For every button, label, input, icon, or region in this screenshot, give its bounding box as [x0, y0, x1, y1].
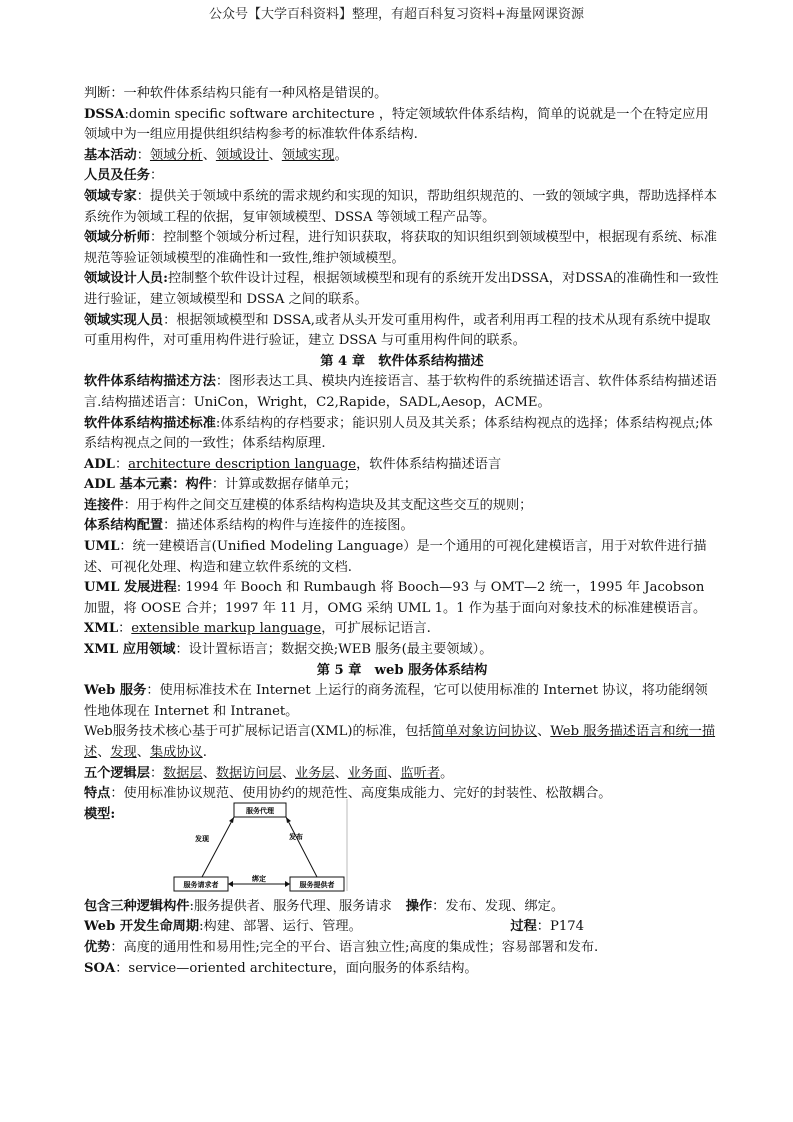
- adl-definition: [84, 455, 720, 476]
- web-core-discovery[interactable]: 发现: [110, 745, 137, 760]
- web-core-integration[interactable]: 集成协议: [149, 745, 203, 760]
- xml-applications: [84, 640, 720, 661]
- web-service-term: Web 服务: [84, 683, 147, 699]
- layer-listener[interactable]: 监听者: [400, 765, 441, 781]
- process-text: ：P174: [536, 919, 584, 935]
- find-arrowhead: [229, 817, 234, 823]
- web-core-prefix: Web服务技术核心基于可扩展标记语言(XML)的标准，包括: [84, 724, 432, 740]
- domain-implementer: [84, 311, 720, 352]
- description-methods: [84, 372, 720, 413]
- separator: 、: [387, 765, 401, 781]
- domain-expert: [84, 187, 720, 228]
- connector-term: 连接件: [84, 497, 124, 513]
- basic-activities: [84, 146, 720, 167]
- lifecycle-process: [84, 917, 720, 938]
- bind-arrowhead-right: [285, 881, 290, 887]
- lifecycle-group: [84, 917, 362, 938]
- dssa-definition: [84, 105, 720, 146]
- process-term: 过程: [510, 919, 537, 935]
- xml-definition: [84, 619, 720, 640]
- uml-history-term: UML 发展进程: [84, 580, 177, 596]
- provider-label: 服务提供者: [299, 880, 335, 889]
- model-label: 模型:: [84, 806, 116, 822]
- features-term: 特点: [84, 786, 111, 802]
- activity-domain-analysis[interactable]: 领域分析: [149, 147, 203, 163]
- xml-text: ，可扩展标记语言.: [321, 621, 431, 637]
- domain-designer-term: 领域设计人员:: [84, 271, 168, 287]
- separator: ：: [136, 147, 150, 163]
- basic-activities-term: 基本活动: [84, 147, 137, 163]
- adl-text: ，软件体系结构描述语言: [356, 456, 502, 472]
- adl-term: ADL: [84, 456, 115, 472]
- domain-designer: [84, 269, 720, 310]
- uml-text: ：统一建模语言(Unified Modeling Language）是一个通用的可视化建模语言，用于对软件进行描述、可视化处理、构造和建立软件系统的文档.: [84, 539, 707, 575]
- lifecycle-text: :构建、部署、运行、管理。: [199, 919, 362, 935]
- separator: ：: [149, 765, 164, 781]
- five-layers: [84, 764, 720, 785]
- web-core-soap[interactable]: 简单对象访问协议: [431, 724, 538, 740]
- publish-arrow: [286, 817, 317, 877]
- uml-history: [84, 578, 720, 619]
- dssa-term: DSSA: [84, 106, 125, 122]
- domain-expert-text: ：提供关于领域中系统的需求规约和实现的知识，帮助组织规范的、一致的领域字典，帮助选择样本系统作为领域工程的依据，复审领域模型、DSSA 等领域工程产品等。: [84, 188, 717, 225]
- advantages-text: ：高度的通用性和易用性;完全的平台、语言独立性;高度的集成性；容易部署和发布.: [110, 939, 599, 955]
- chapter-5-title: 第 5 章 web 服务体系结构: [316, 662, 488, 678]
- uml-history-text: : 1994 年 Booch 和 Rumbaugh 将 Booch—93 与 OMT—2 统一，1995 年 Jacobson 加盟，将 OOSE 合并；1997 年 11 月，OMG 采纳 UML 1。1 作为基于面向对象技术的标准建模语言。: [84, 580, 707, 616]
- advantages-term: 优势: [84, 939, 111, 955]
- domain-implementer-text: ：根据领域模型和 DSSA,或者从头开发可重用构件，或者利用再工程的技术从现有系统中提取可重用构件，对可重用构件进行验证，建立 DSSA 与可重用构件间的联系。: [84, 312, 711, 349]
- uml-definition: [84, 537, 720, 578]
- web-service-definition: [84, 681, 720, 722]
- operations-text: ：发布、发现、绑定。: [432, 898, 565, 914]
- layer-data-access[interactable]: 数据访问层: [215, 765, 282, 781]
- soa-term: SOA: [84, 960, 116, 976]
- description-methods-text: ：图形表达工具、模块内连接语言、基于软构件的系统描述语言、软件体系结构描述语言.结构描述语言：UniCon，Wright，C2,Rapide，SADL,Aesop，ACME。: [84, 374, 717, 410]
- advantages: [84, 938, 720, 959]
- separator: 、: [281, 765, 295, 781]
- separator: 、: [334, 765, 348, 781]
- chapter-4-title: 第 4 章 软件体系结构描述: [320, 353, 484, 369]
- connector-text: ：用于构件之间交互建模的体系结构构造块及其支配这些交互的规则；: [123, 497, 533, 513]
- separator: 、: [136, 745, 150, 760]
- find-arrow: [202, 817, 234, 877]
- judgement-line: 判断：一种软件体系结构只能有一种风格是错误的。: [84, 86, 388, 101]
- separator: ：: [118, 621, 132, 637]
- document-body: [84, 84, 720, 979]
- domain-analyst: [84, 228, 720, 269]
- layer-business[interactable]: 业务层: [295, 765, 335, 781]
- personnel-term: 人员及任务: [84, 168, 150, 184]
- description-standard: [84, 414, 720, 455]
- xml-app-term: XML 应用领域: [84, 642, 176, 658]
- activity-domain-design[interactable]: 领域设计: [215, 147, 269, 163]
- bind-arrowhead-left: [228, 881, 233, 887]
- layer-data[interactable]: 数据层: [163, 765, 203, 781]
- domain-analyst-term: 领域分析师: [84, 230, 150, 246]
- lifecycle-term: Web 开发生命周期: [84, 919, 200, 935]
- web-service-text: ：使用标准技术在 Internet 上运行的商务流程，它可以使用标准的 Internet 协议，将功能纲领性地体现在 Internet 和 Intranet。: [84, 683, 708, 719]
- separator: .: [202, 745, 207, 760]
- requester-label: 服务请求者: [183, 880, 219, 889]
- dssa-text: :domin specific software architecture ，特定领域软件体系结构，简单的说就是一个在特定应用领域中为一组应用提供组织结构参考的标准软件体系结构.: [84, 106, 709, 143]
- separator: 、: [97, 745, 111, 760]
- process-group: [510, 917, 584, 938]
- broker-label: 服务代理: [246, 806, 274, 815]
- web-service-model-diagram: [172, 799, 348, 895]
- find-label: 发现: [195, 834, 209, 843]
- activity-domain-implementation[interactable]: 领域实现: [281, 147, 335, 163]
- xml-link[interactable]: extensible markup language: [131, 621, 322, 637]
- components-operations: [84, 897, 720, 918]
- page-header: 公众号【大学百科资料】整理，有超百科复习资料+海量网课资源: [209, 7, 584, 22]
- adl-basic-elements: [84, 475, 720, 496]
- domain-implementer-term: 领域实现人员: [84, 312, 164, 328]
- soa-definition: [84, 959, 720, 980]
- separator: 、: [268, 147, 282, 163]
- separator: 、: [202, 147, 216, 163]
- description-methods-term: 软件体系结构描述方法: [84, 374, 216, 390]
- five-layers-term: 五个逻辑层: [84, 765, 150, 781]
- publish-arrowhead: [286, 817, 291, 823]
- description-standard-text: :体系结构的存档要求；能识别人员及其关系；体系结构视点的选择；体系结构视点;体系结构视点之间的一致性；体系结构原理.: [84, 415, 713, 452]
- separator: 、: [537, 724, 551, 740]
- model-section: [84, 805, 720, 897]
- separator: ：: [149, 168, 164, 184]
- configuration-definition: [84, 516, 720, 537]
- configuration-text: ：描述体系结构的构件与连接件的连接图。: [163, 518, 414, 534]
- separator: ：: [114, 456, 129, 472]
- adl-link[interactable]: architecture description language: [128, 456, 357, 472]
- personnel-heading: [84, 166, 720, 187]
- xml-app-text: ：设计置标语言；数据交换;WEB 服务(最主要领域）。: [175, 642, 493, 658]
- xml-term: XML: [84, 621, 119, 637]
- connector-definition: [84, 496, 720, 517]
- domain-analyst-text: ：控制整个领域分析过程，进行知识获取，将获取的知识组织到领域模型中，根据现有系统、标准规范等验证领域模型的准确性和一致性,维护领域模型。: [84, 230, 717, 266]
- soa-text: ：service—oriented architecture，面向服务的体系结构。: [115, 960, 478, 976]
- separator: 。: [440, 765, 454, 781]
- bind-label: 绑定: [252, 874, 266, 883]
- web-core: [84, 722, 720, 763]
- components-term: 包含三种逻辑构件: [84, 898, 190, 914]
- adl-basic-term: ADL 基本元素：构件: [84, 477, 212, 493]
- publish-label: 发布: [289, 832, 303, 841]
- components-text: :服务提供者、服务代理、服务请求: [189, 898, 392, 914]
- domain-expert-term: 领域专家: [84, 188, 137, 204]
- description-standard-term: 软件体系结构描述标准: [84, 415, 216, 431]
- domain-designer-text: 控制整个软件设计过程，根据领域模型和现有的系统开发出DSSA，对DSSA的准确性和一致性进行验证，建立领域模型和 DSSA 之间的联系。: [84, 271, 719, 307]
- operations-term: 操作: [405, 898, 433, 914]
- layer-business-facade[interactable]: 业务面: [347, 765, 388, 781]
- configuration-term: 体系结构配置: [84, 518, 164, 534]
- uml-term: UML: [84, 539, 120, 555]
- adl-basic-text: ：计算或数据存储单元；: [211, 477, 357, 493]
- separator: 。: [334, 147, 348, 163]
- features-text: ：使用标准协议规范、使用协约的规范性、高度集成能力、完好的封装性、松散耦合。: [110, 786, 612, 802]
- web-core-wsdl-uddi[interactable]: Web 服务描述语言和统一描述: [84, 724, 716, 760]
- separator: 、: [202, 765, 216, 781]
